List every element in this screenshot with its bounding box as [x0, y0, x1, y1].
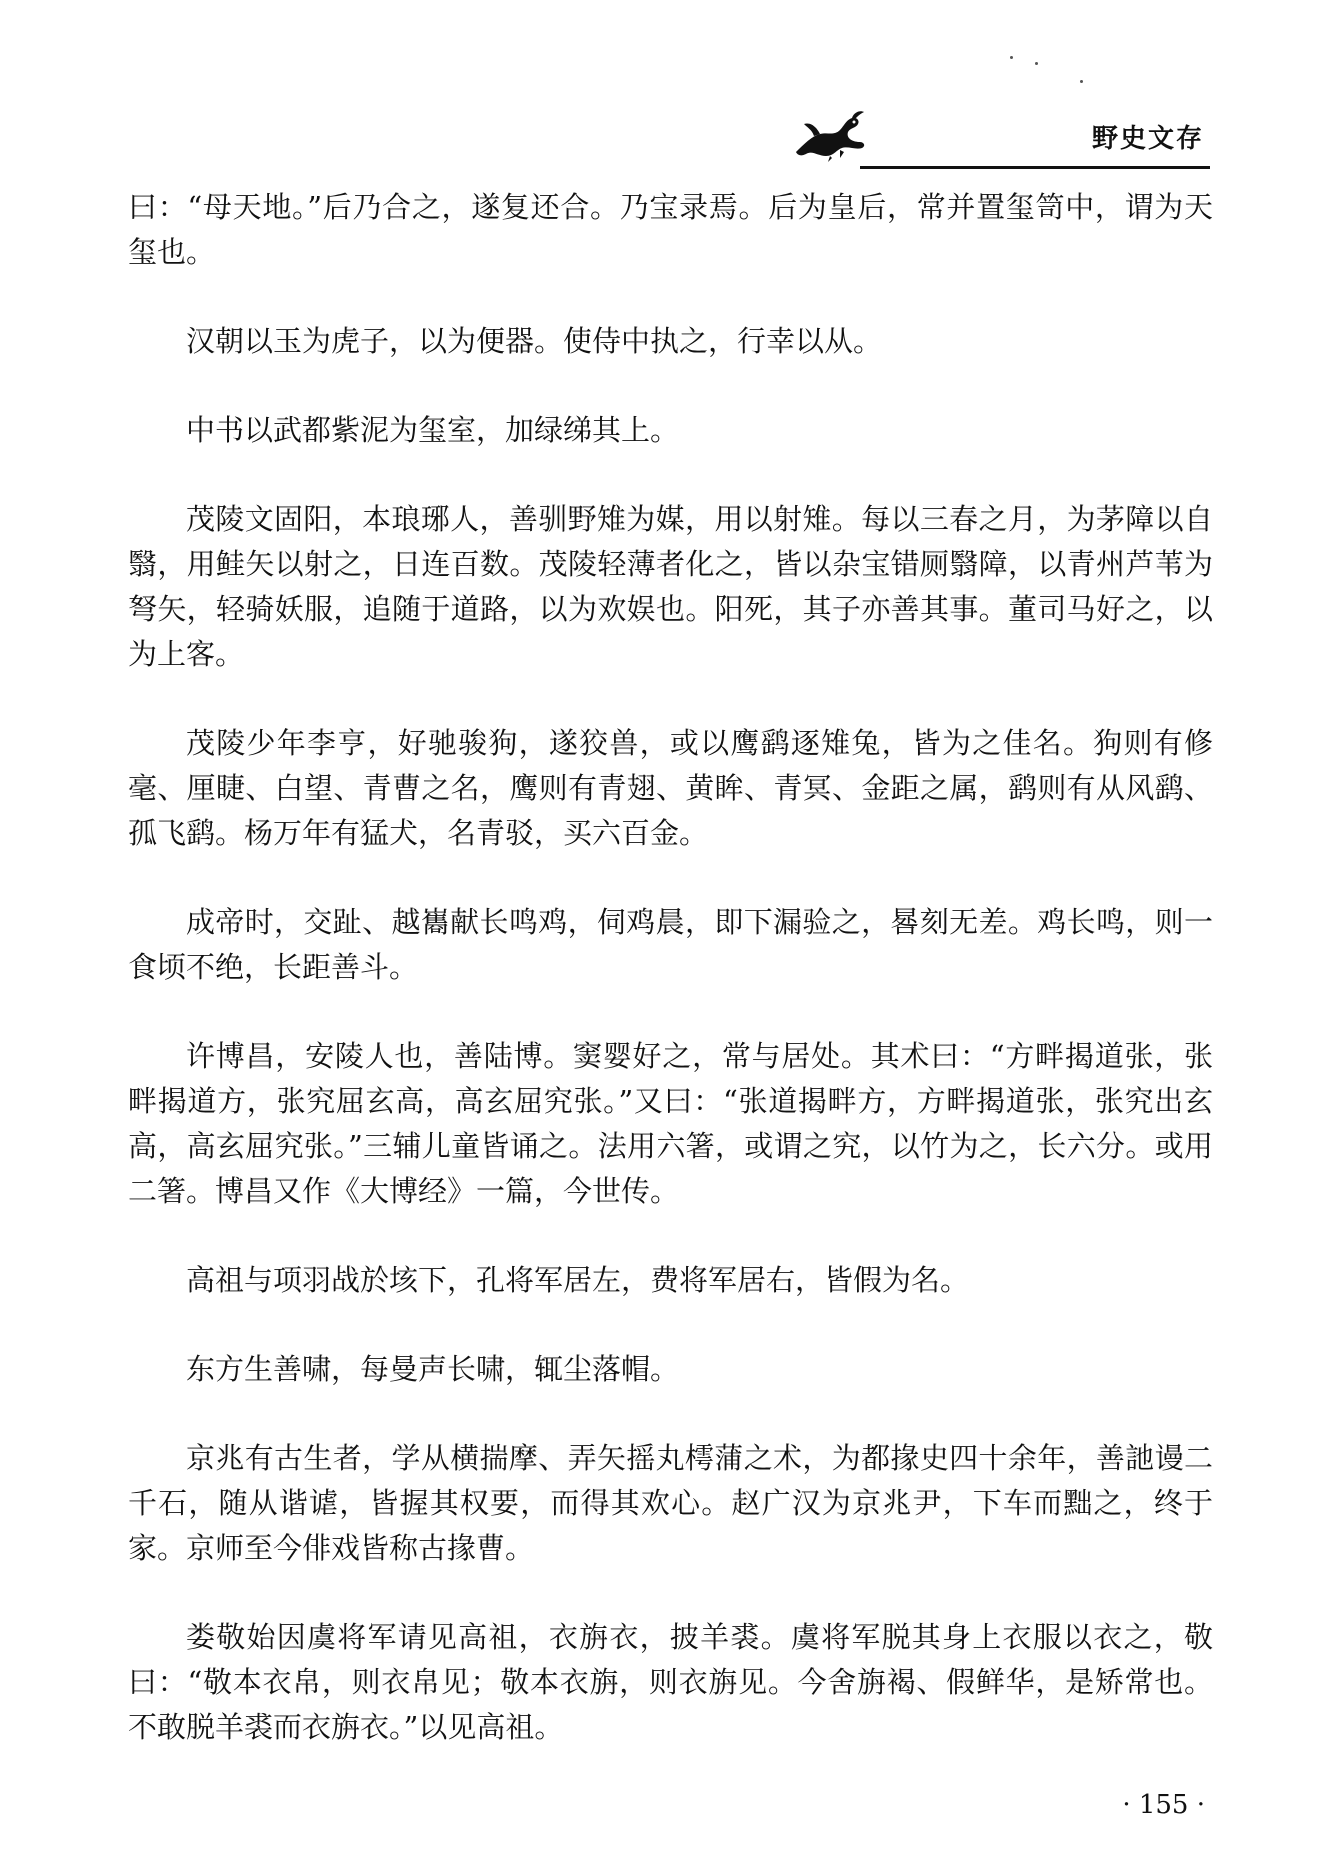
paragraph: 东方生善啸，每曼声长啸，辄尘落帽。 — [186, 1352, 680, 1386]
dragon-icon — [790, 106, 870, 162]
paragraph: 汉朝以玉为虎子，以为便器。使侍中执之，行幸以从。 — [186, 324, 883, 358]
paragraph: 中书以武都紫泥为玺室，加绿绨其上。 — [186, 413, 680, 447]
paragraph: 曰：“母天地。”后乃合之，遂复还合。乃宝录焉。后为皇后，常并置玺笥中，谓为天玺也。 — [128, 190, 1213, 269]
paragraph: 许博昌，安陵人也，善陆博。窦婴好之，常与居处。其术曰：“方畔揭道张，张畔揭道方，张究屈玄高，高玄屈究张。”又曰：“张道揭畔方，方畔揭道张，张究出玄高，高玄屈究张。”三辅儿童皆诵之。法用六箸，或谓之究，以竹为之，长六分。或用二箸。博昌又作《大博经》一篇，今世传。 — [128, 1039, 1213, 1208]
page-body — [128, 185, 1213, 1794]
running-header — [790, 96, 1210, 166]
header-title: 野史文存 — [1091, 124, 1204, 154]
header-rule — [860, 166, 1210, 169]
paragraph: 茂陵文固阳，本琅琊人，善驯野雉为媒，用以射雉。每以三春之月，为茅障以自翳，用鲑矢以射之，日连百数。茂陵轻薄者化之，皆以杂宝错厕翳障，以青州芦苇为弩矢，轻骑妖服，追随于道路，以为欢娱也。阳死，其子亦善其事。董司马好之，以为上客。 — [128, 502, 1213, 671]
scan-speck — [1010, 56, 1013, 59]
paragraph: 茂陵少年李亨，好驰骏狗，遂狡兽，或以鹰鹞逐雉兔，皆为之佳名。狗则有修毫、厘睫、白望、青曹之名，鹰则有青翅、黄眸、青冥、金距之属，鹞则有从风鹞、孤飞鹞。杨万年有猛犬，名青驳，买六百金。 — [128, 726, 1213, 850]
paragraph: 高祖与项羽战於垓下，孔将军居左，费将军居右，皆假为名。 — [186, 1263, 970, 1297]
paragraph: 成帝时，交趾、越巂献长鸣鸡，伺鸡晨，即下漏验之，晷刻无差。鸡长鸣，则一食顷不绝，长距善斗。 — [128, 905, 1213, 984]
page-number: · 155 · — [1122, 1790, 1205, 1820]
paragraph: 娄敬始因虞将军请见高祖，衣旃衣，披羊裘。虞将军脱其身上衣服以衣之，敬曰：“敬本衣帛，则衣帛见；敬本衣旃，则衣旃见。今舍旃褐、假鲜华，是矫常也。不敢脱羊裘而衣旃衣。”以见高祖。 — [128, 1620, 1213, 1744]
paragraph: 京兆有古生者，学从横揣摩、弄矢摇丸樗蒲之术，为都掾史四十余年，善訑谩二千石，随从谐谑，皆握其权要，而得其欢心。赵广汉为京兆尹，下车而黜之，终于家。京师至今俳戏皆称古掾曹。 — [128, 1441, 1213, 1565]
scan-speck — [1080, 80, 1083, 83]
scan-speck — [1035, 62, 1038, 65]
